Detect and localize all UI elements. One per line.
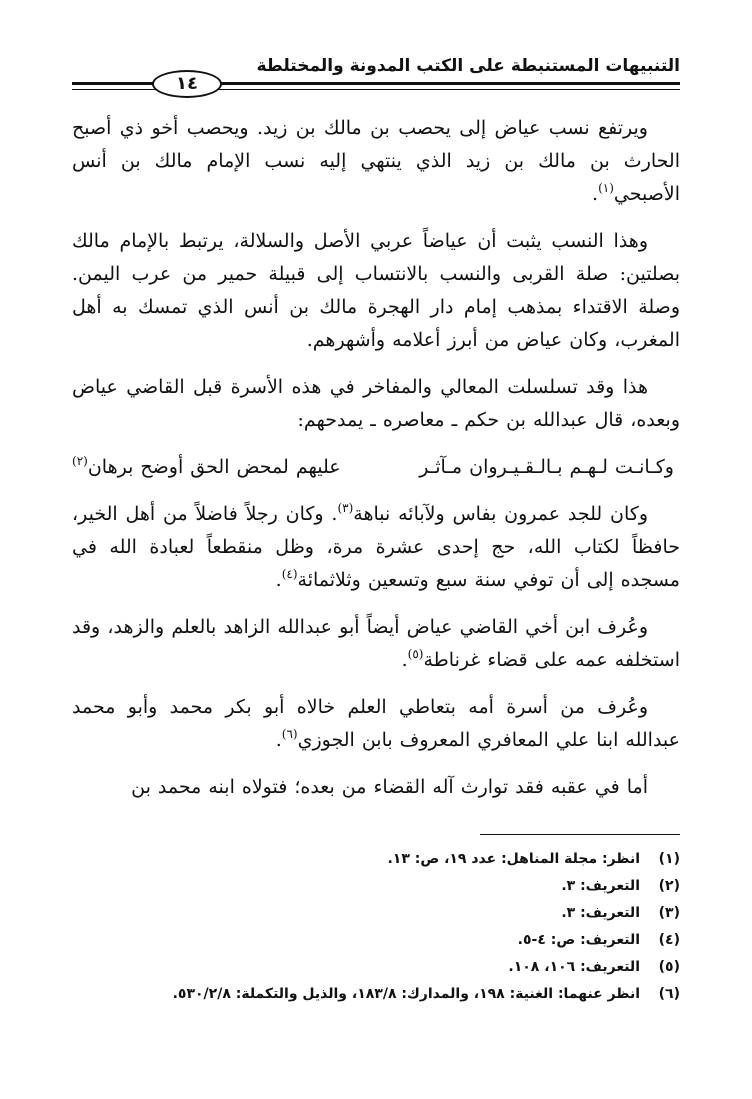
paragraph-3: هذا وقد تسلسلت المعالي والمفاخر في هذه الأسرة قبل القاضي عياض وبعده، قال عبدالله بن حكم ـ معاصره ـ يمدحهم: [72,376,680,431]
footnote-text: انظر عنهما: الغنية: ١٩٨، والمدارك: ١٨٣/٨، والذيل والتكملة: ٥٣٠/٢/٨. [172,986,640,1002]
footnote [72,954,680,981]
verse-second-hemistich [72,451,341,484]
footnote-separator [480,834,680,835]
paragraph-6-text: وعُرف من أسرة أمه بتعاطي العلم خالاه أبو بكر محمد وأبو محمد عبدالله ابنا علي المعافري المعروف بابن الجوزي [72,696,680,751]
page-number: ١٤ [152,70,222,98]
footnote-number: (٢) [658,878,680,894]
paragraph-1: ويرتفع نسب عياض إلى يحصب بن مالك بن زيد. ويحصب أخو ذي أصبح الحارث بن مالك بن زيد الذي ينتهي إليه نسب الإمام مالك بن أنس الأصبحي$^{(١)}$. [72,117,680,205]
footnote-text: التعريف: ٣. [561,905,640,921]
footnote-number: (٦) [658,986,680,1002]
verse-second-text: عليهم لمحض الحق أوضح برهان [87,456,341,478]
footnote-text: التعريف: ١٠٦، ١٠٨. [508,959,640,975]
footnote [72,927,680,954]
paragraph-1-text: ويرتفع نسب عياض إلى يحصب بن مالك بن زيد. ويحصب أخو ذي أصبح الحارث بن مالك بن زيد الذي ينتهي إليه نسب الإمام مالك بن أنس الأصبحي [72,117,680,205]
note-ref-2[interactable]: (٢) [72,454,88,468]
paragraph-4-text-b: . وكان رجلاً فاضلاً من أهل الخير، حافظاً لكتاب الله، حج إحدى عشرة مرة، وظل منقطعاً لعبادة الله في مسجده إلى أن توفي سنة سبع وتسعين وثلاثمائة [72,503,680,591]
footnote [72,900,680,927]
footnote-number: (٥) [658,959,680,975]
footnote-number: (١) [658,851,680,867]
footnotes [72,846,680,1008]
paragraph-5-text: وعُرف ابن أخي القاضي عياض أيضاً أبو عبدالله الزاهد بالعلم والزهد، وقد استخلفه عمه على قضاء غرناطة [72,616,680,671]
verse-first-hemistich: وكـانـت لـهـم بـالـقـيـروان مـآثـر [419,456,674,478]
paragraph-5: وعُرف ابن أخي القاضي عياض أيضاً أبو عبدالله الزاهد بالعلم والزهد، وقد استخلفه عمه على قضاء غرناطة$^{(٥)}$. [72,616,680,671]
running-title: التنبيهات المستنبطة على الكتب المدونة والمختلطة [256,56,680,76]
paragraph-6: وعُرف من أسرة أمه بتعاطي العلم خالاه أبو بكر محمد وأبو محمد عبدالله ابنا علي المعافري المعروف بابن الجوزي$^{(٦)}$. [72,696,680,751]
main-text [72,112,680,818]
page-header [72,56,680,100]
footnote-number: (٤) [658,932,680,948]
note-ref-6[interactable]: (٦) [281,727,298,741]
footnote [72,846,680,873]
footnote-number: (٣) [658,905,680,921]
note-ref-4[interactable]: (٤) [281,567,298,581]
footnote-text: انظر: مجلة المناهل: عدد ١٩، ص: ١٣. [387,851,640,867]
note-ref-5[interactable]: (٥) [407,647,424,661]
paragraph-4: وكان للجد عمرون بفاس ولآبائه نباهة$^{(٣)}$. وكان رجلاً فاضلاً من أهل الخير، حافظاً لكتاب الله، حج إحدى عشرة مرة، وظل منقطعاً لعبادة الله في مسجده إلى أن توفي سنة سبع وتسعين وثلاثمائة$^{(٤)}$. [72,501,680,591]
footnote-text: التعريف: ص: ٤-٥. [517,932,640,948]
footnote [72,981,680,1008]
poem-verse [72,451,680,484]
paragraph-2: وهذا النسب يثبت أن عياضاً عربي الأصل والسلالة، يرتبط بالإمام مالك بصلتين: صلة القربى والنسب بالانتساب إلى قبيلة حمير من عرب اليمن. وصلة الاقتداء بمذهب إمام دار الهجرة مالك بن أنس الذي تمسك به أهل المغرب، وكان عياض من أبرز أعلامه وأشهرهم. [72,230,680,351]
note-ref-3[interactable]: (٣) [337,501,354,515]
paragraph-7: أما في عقبه فقد توارث آله القضاء من بعده؛ فتولاه ابنه محمد بن [131,776,648,798]
paragraph-4-text-a: وكان للجد عمرون بفاس ولآبائه نباهة [353,503,648,525]
footnote [72,873,680,900]
note-ref-1[interactable]: (١) [598,181,614,195]
footnote-text: التعريف: ٣. [561,878,640,894]
